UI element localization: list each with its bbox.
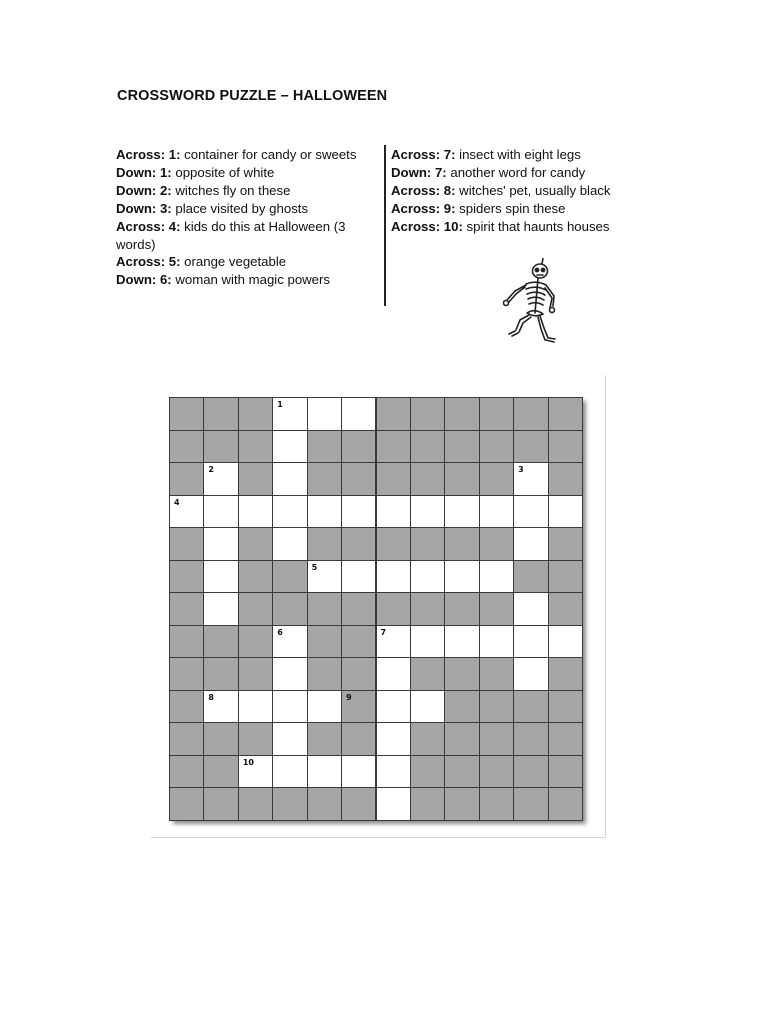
blocked-cell xyxy=(410,527,445,561)
clue-text: place visited by ghosts xyxy=(175,200,309,216)
blocked-cell xyxy=(444,787,479,821)
blocked-cell xyxy=(376,592,411,626)
blocked-cell xyxy=(513,787,548,821)
blocked-cell xyxy=(376,397,411,431)
blocked-cell xyxy=(444,690,479,724)
answer-cell[interactable] xyxy=(410,625,445,659)
blocked-cell xyxy=(203,787,238,821)
blocked-cell xyxy=(238,430,273,464)
blocked-cell xyxy=(272,560,307,594)
answer-cell[interactable] xyxy=(238,690,273,724)
blocked-cell xyxy=(341,430,376,464)
blocked-cell xyxy=(479,755,514,789)
blocked-cell xyxy=(238,462,273,496)
blocked-cell xyxy=(238,592,273,626)
clue-label: Across: 5: xyxy=(116,254,181,270)
blocked-cell xyxy=(548,560,583,594)
answer-cell[interactable] xyxy=(513,625,548,659)
answer-cell[interactable] xyxy=(513,657,548,691)
clue-across-9 xyxy=(391,200,641,218)
clue-text: another word for candy xyxy=(450,164,586,180)
clue-number: 7 xyxy=(380,627,387,637)
answer-cell[interactable] xyxy=(376,560,411,594)
blocked-cell xyxy=(479,690,514,724)
blocked-cell xyxy=(169,722,204,756)
answer-cell[interactable] xyxy=(376,657,411,691)
page-title: CROSSWORD PUZZLE – HALLOWEEN xyxy=(117,88,388,104)
blocked-cell xyxy=(548,430,583,464)
blocked-cell xyxy=(169,592,204,626)
blocked-cell xyxy=(203,625,238,659)
blocked-cell xyxy=(376,462,411,496)
blocked-cell xyxy=(169,560,204,594)
answer-cell[interactable] xyxy=(272,690,307,724)
clue-text: kids do this at Halloween (3 words) xyxy=(116,218,346,252)
blocked-cell xyxy=(307,527,342,561)
answer-cell[interactable] xyxy=(307,690,342,724)
clue-across-1 xyxy=(116,146,378,164)
clue-down-2 xyxy=(116,182,378,200)
clues-right-column xyxy=(391,146,641,236)
blocked-cell xyxy=(238,560,273,594)
clue-number: 1 xyxy=(277,400,283,409)
answer-cell[interactable] xyxy=(513,527,548,561)
answer-cell[interactable] xyxy=(410,560,445,594)
blocked-cell xyxy=(307,592,342,626)
answer-cell[interactable] xyxy=(203,690,238,724)
blocked-cell xyxy=(341,787,376,821)
clue-label: Down: 7: xyxy=(391,164,447,180)
blocked-cell xyxy=(479,592,514,626)
clue-number: 5 xyxy=(311,562,318,572)
clue-label: Across: 4: xyxy=(116,218,181,234)
blocked-cell xyxy=(513,690,548,724)
blocked-cell xyxy=(548,755,583,789)
answer-cell[interactable] xyxy=(513,495,548,529)
clue-number: 3 xyxy=(518,465,524,475)
clue-across-10 xyxy=(391,218,641,236)
blocked-cell xyxy=(548,462,583,496)
clue-text: woman with magic powers xyxy=(175,272,331,288)
blocked-cell xyxy=(169,625,204,659)
clue-label: Across: 10: xyxy=(391,218,463,234)
blocked-cell xyxy=(341,657,376,691)
blocked-cell xyxy=(238,722,273,756)
answer-cell[interactable] xyxy=(272,527,307,561)
clue-text: insect with eight legs xyxy=(459,147,581,162)
blocked-cell xyxy=(410,755,445,789)
blocked-cell xyxy=(479,462,514,496)
blocked-cell xyxy=(203,722,238,756)
column-divider xyxy=(384,145,386,306)
blocked-cell xyxy=(548,527,583,561)
clue-label: Across: 9: xyxy=(391,200,456,216)
blocked-cell xyxy=(513,722,548,756)
answer-cell[interactable] xyxy=(272,755,307,789)
answer-cell[interactable] xyxy=(410,495,445,529)
answer-cell[interactable] xyxy=(548,495,583,529)
blocked-cell xyxy=(238,397,273,431)
blocked-cell xyxy=(169,787,204,821)
skeleton-icon xyxy=(498,258,564,348)
answer-cell[interactable] xyxy=(513,462,548,496)
answer-cell[interactable] xyxy=(272,495,307,529)
blocked-cell xyxy=(238,787,273,821)
clues-left-column xyxy=(116,146,378,289)
blocked-cell xyxy=(548,722,583,756)
blocked-cell xyxy=(341,592,376,626)
blocked-cell xyxy=(410,430,445,464)
answer-cell[interactable] xyxy=(376,722,411,756)
answer-cell[interactable] xyxy=(513,592,548,626)
blocked-cell xyxy=(513,755,548,789)
crossword-grid xyxy=(169,397,582,820)
blocked-cell xyxy=(444,592,479,626)
clue-across-5 xyxy=(116,253,378,271)
blocked-cell xyxy=(203,397,238,431)
clue-text: witches fly on these xyxy=(175,182,291,198)
blocked-cell xyxy=(479,527,514,561)
answer-cell[interactable] xyxy=(376,755,411,789)
blocked-cell xyxy=(169,690,204,724)
answer-cell[interactable] xyxy=(272,462,307,496)
answer-cell[interactable] xyxy=(548,625,583,659)
answer-cell[interactable] xyxy=(479,625,514,659)
blocked-cell xyxy=(341,722,376,756)
blocked-cell xyxy=(410,657,445,691)
clue-down-1 xyxy=(116,164,378,182)
blocked-cell xyxy=(272,787,307,821)
blocked-cell xyxy=(410,462,445,496)
answer-cell[interactable] xyxy=(272,657,307,691)
answer-cell[interactable] xyxy=(203,495,238,529)
blocked-cell xyxy=(410,787,445,821)
blocked-cell xyxy=(410,397,445,431)
answer-cell[interactable] xyxy=(444,495,479,529)
answer-cell[interactable] xyxy=(307,755,342,789)
clue-across-4 xyxy=(116,218,378,254)
blocked-cell xyxy=(548,397,583,431)
clue-text: orange vegetable xyxy=(184,254,287,270)
answer-cell[interactable] xyxy=(203,462,238,496)
answer-cell[interactable] xyxy=(169,495,204,529)
blocked-cell xyxy=(479,397,514,431)
answer-cell[interactable] xyxy=(341,495,376,529)
clue-text: spirit that haunts houses xyxy=(466,218,610,234)
answer-cell[interactable] xyxy=(479,495,514,529)
blocked-cell xyxy=(203,430,238,464)
blocked-cell xyxy=(169,430,204,464)
blocked-cell xyxy=(444,755,479,789)
answer-cell[interactable] xyxy=(307,560,342,594)
clue-number: 8 xyxy=(208,692,214,702)
blocked-cell xyxy=(479,787,514,821)
answer-cell[interactable] xyxy=(272,397,307,431)
blocked-cell xyxy=(307,722,342,756)
answer-cell[interactable] xyxy=(307,397,342,431)
answer-cell[interactable] xyxy=(479,560,514,594)
blocked-cell xyxy=(376,430,411,464)
clue-label: Across: 8: xyxy=(391,182,456,198)
blocked-cell xyxy=(307,462,342,496)
blocked-cell xyxy=(307,430,342,464)
blocked-cell xyxy=(513,397,548,431)
blocked-cell xyxy=(513,430,548,464)
clue-text: opposite of white xyxy=(175,164,275,180)
answer-cell[interactable] xyxy=(272,625,307,659)
blocked-cell xyxy=(169,527,204,561)
answer-cell[interactable] xyxy=(376,690,411,724)
blocked-cell xyxy=(341,625,376,659)
blocked-cell xyxy=(341,462,376,496)
clue-number: 9 xyxy=(346,692,352,702)
blocked-cell xyxy=(272,592,307,626)
clue-label: Down: 2: xyxy=(116,182,172,198)
answer-cell[interactable] xyxy=(203,560,238,594)
clue-number: 2 xyxy=(208,465,214,475)
blocked-cell xyxy=(410,592,445,626)
answer-cell[interactable] xyxy=(376,625,411,659)
answer-cell[interactable] xyxy=(272,430,307,464)
blocked-cell xyxy=(444,430,479,464)
blocked-cell xyxy=(548,787,583,821)
blocked-cell xyxy=(238,657,273,691)
blocked-cell xyxy=(479,722,514,756)
blocked-cell xyxy=(548,657,583,691)
blocked-cell xyxy=(238,527,273,561)
answer-cell[interactable] xyxy=(272,722,307,756)
answer-cell[interactable] xyxy=(238,755,273,789)
clue-label: Down: 6: xyxy=(116,272,172,288)
blocked-cell xyxy=(238,625,273,659)
blocked-cell xyxy=(444,722,479,756)
clue-number: 6 xyxy=(277,627,283,637)
blocked-cell xyxy=(444,527,479,561)
blocked-cell xyxy=(513,560,548,594)
blocked-cell xyxy=(169,755,204,789)
answer-cell[interactable] xyxy=(444,625,479,659)
clue-text: spiders spin these xyxy=(459,200,566,216)
blocked-cell xyxy=(203,657,238,691)
answer-cell[interactable] xyxy=(410,690,445,724)
clue-label: Down: 3: xyxy=(116,200,172,216)
blocked-cell xyxy=(444,462,479,496)
answer-cell[interactable] xyxy=(376,787,411,821)
clue-label: Across: 7: xyxy=(391,147,456,162)
blocked-cell xyxy=(169,657,204,691)
blocked-cell xyxy=(376,527,411,561)
clue-number: 4 xyxy=(174,497,180,507)
answer-cell[interactable] xyxy=(203,592,238,626)
clue-across-7 xyxy=(391,146,641,164)
clue-number: 10 xyxy=(242,757,254,767)
answer-cell[interactable] xyxy=(238,495,273,529)
blocked-cell xyxy=(444,397,479,431)
blocked-cell xyxy=(169,397,204,431)
blocked-cell xyxy=(548,690,583,724)
clue-label: Down: 1: xyxy=(116,164,172,180)
clue-down-7 xyxy=(391,164,641,182)
clue-label: Across: 1: xyxy=(116,147,181,162)
clue-text: container for candy or sweets xyxy=(184,147,357,162)
answer-cell[interactable] xyxy=(341,397,376,431)
clue-down-6 xyxy=(116,271,378,289)
blocked-cell xyxy=(341,690,376,724)
blocked-cell xyxy=(307,625,342,659)
blocked-cell xyxy=(548,592,583,626)
blocked-cell xyxy=(341,527,376,561)
answer-cell[interactable] xyxy=(203,527,238,561)
answer-cell[interactable] xyxy=(376,495,411,529)
blocked-cell xyxy=(307,657,342,691)
clue-across-8 xyxy=(391,182,641,200)
answer-cell[interactable] xyxy=(444,560,479,594)
clue-text: witches' pet, usually black xyxy=(459,182,611,198)
blocked-cell xyxy=(444,657,479,691)
clue-down-3 xyxy=(116,200,378,218)
blocked-cell xyxy=(169,462,204,496)
blocked-cell xyxy=(410,722,445,756)
blocked-cell xyxy=(479,657,514,691)
answer-cell[interactable] xyxy=(307,495,342,529)
answer-cell[interactable] xyxy=(341,755,376,789)
blocked-cell xyxy=(479,430,514,464)
blocked-cell xyxy=(203,755,238,789)
blocked-cell xyxy=(307,787,342,821)
answer-cell[interactable] xyxy=(341,560,376,594)
